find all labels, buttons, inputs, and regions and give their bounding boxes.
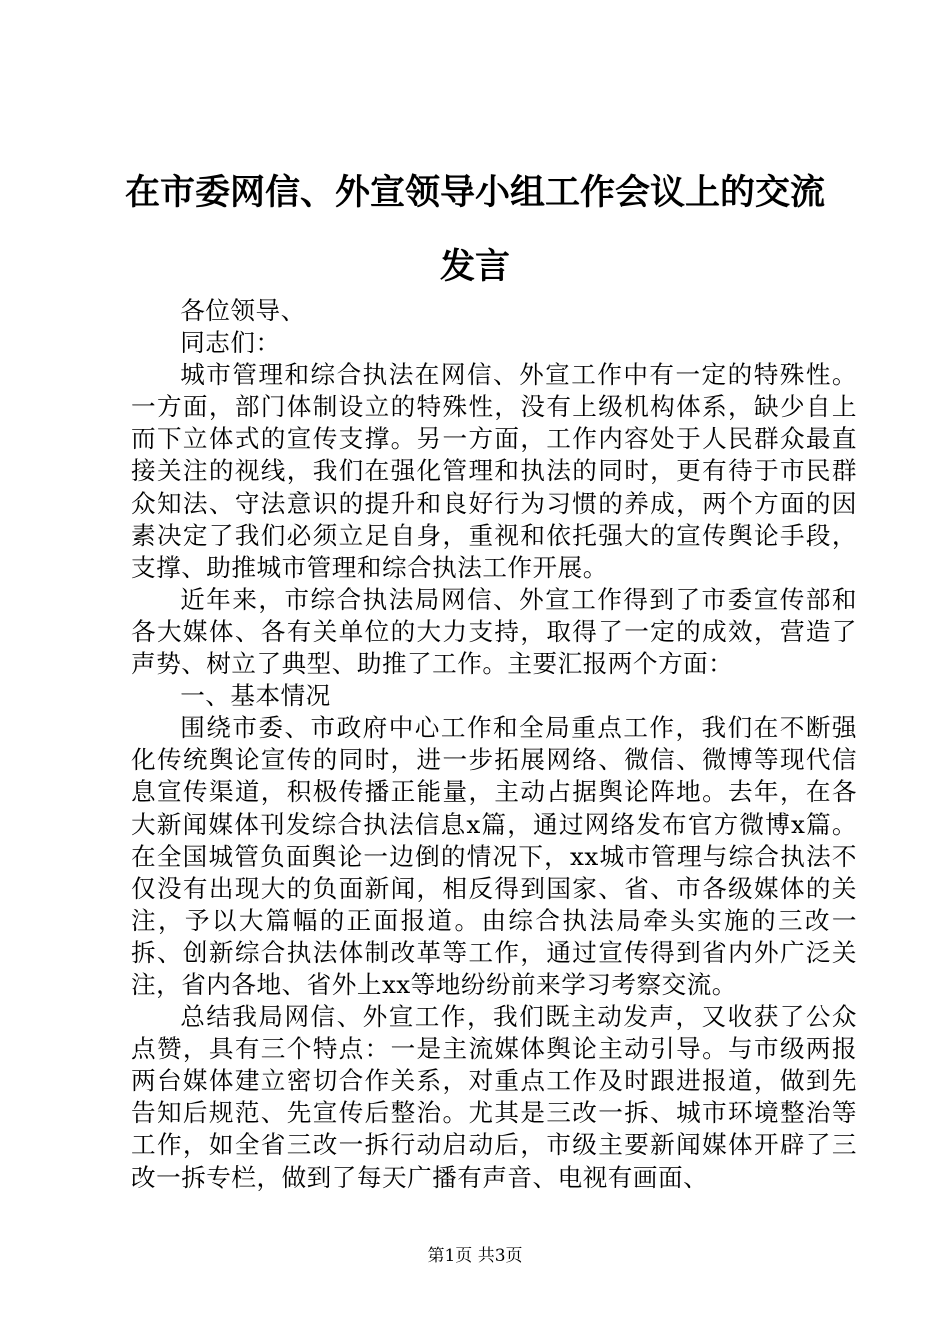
page-number: 第1页 共3页 xyxy=(427,1246,523,1266)
paragraph: 总结我局网信、外宣工作，我们既主动发声，又收获了公众点赞，具有三个特点：一是主流媒体舆论主动引导。与市级两报两台媒体建立密切合作关系，对重点工作及时跟进报道，做到先告知后规范、先宣传后整治。尤其是三改一拆、城市环境整治等工作，如全省三改一拆行动启动后，市级主要新闻媒体开辟了三改一拆专栏，做到了每天广播有声音、电视有画面、 xyxy=(131,1002,857,1192)
paragraph: 近年来，市综合执法局网信、外宣工作得到了市委宣传部和各大媒体、各有关单位的大力支持，取得了一定的成效，营造了声势、树立了典型、助推了工作。主要汇报两个方面： xyxy=(131,584,857,679)
document-title: 在市委网信、外宣领导小组工作会议上的交流发言 xyxy=(124,173,825,287)
paragraph: 城市管理和综合执法在网信、外宣工作中有一定的特殊性。一方面，部门体制设立的特殊性，没有上级机构体系，缺少自上而下立体式的宣传支撑。另一方面，工作内容处于人民群众最直接关注的视线，我们在强化管理和执法的同时，更有待于市民群众知法、守法意识的提升和良好行为习惯的养成，两个方面的因素决定了我们必须立足自身，重视和依托强大的宣传舆论手段，支撑、助推城市管理和综合执法工作开展。 xyxy=(131,360,857,582)
section-heading: 一、基本情况 xyxy=(180,681,331,711)
document-body xyxy=(131,295,857,1194)
salutation-leaders: 各位领导、 xyxy=(180,296,306,325)
salutation-comrades: 同志们： xyxy=(180,328,281,358)
paragraph: 围绕市委、市政府中心工作和全局重点工作，我们在不断强化传统舆论宣传的同时，进一步拓展网络、微信、微博等现代信息宣传渠道，积极传播正能量，主动占据舆论阵地。去年，在各大新闻媒体刊发综合执法信息x篇，通过网络发布官方微博x篇。在全国城管负面舆论一边倒的情况下，xx城市管理与综合执法不仅没有出现大的负面新闻，相反得到国家、省、市各级媒体的关注，予以大篇幅的正面报道。由综合执法局牵头实施的三改一拆、创新综合执法体制改革等工作，通过宣传得到省内外广泛关注，省内各地、省外上xx等地纷纷前来学习考察交流。 xyxy=(131,713,857,999)
